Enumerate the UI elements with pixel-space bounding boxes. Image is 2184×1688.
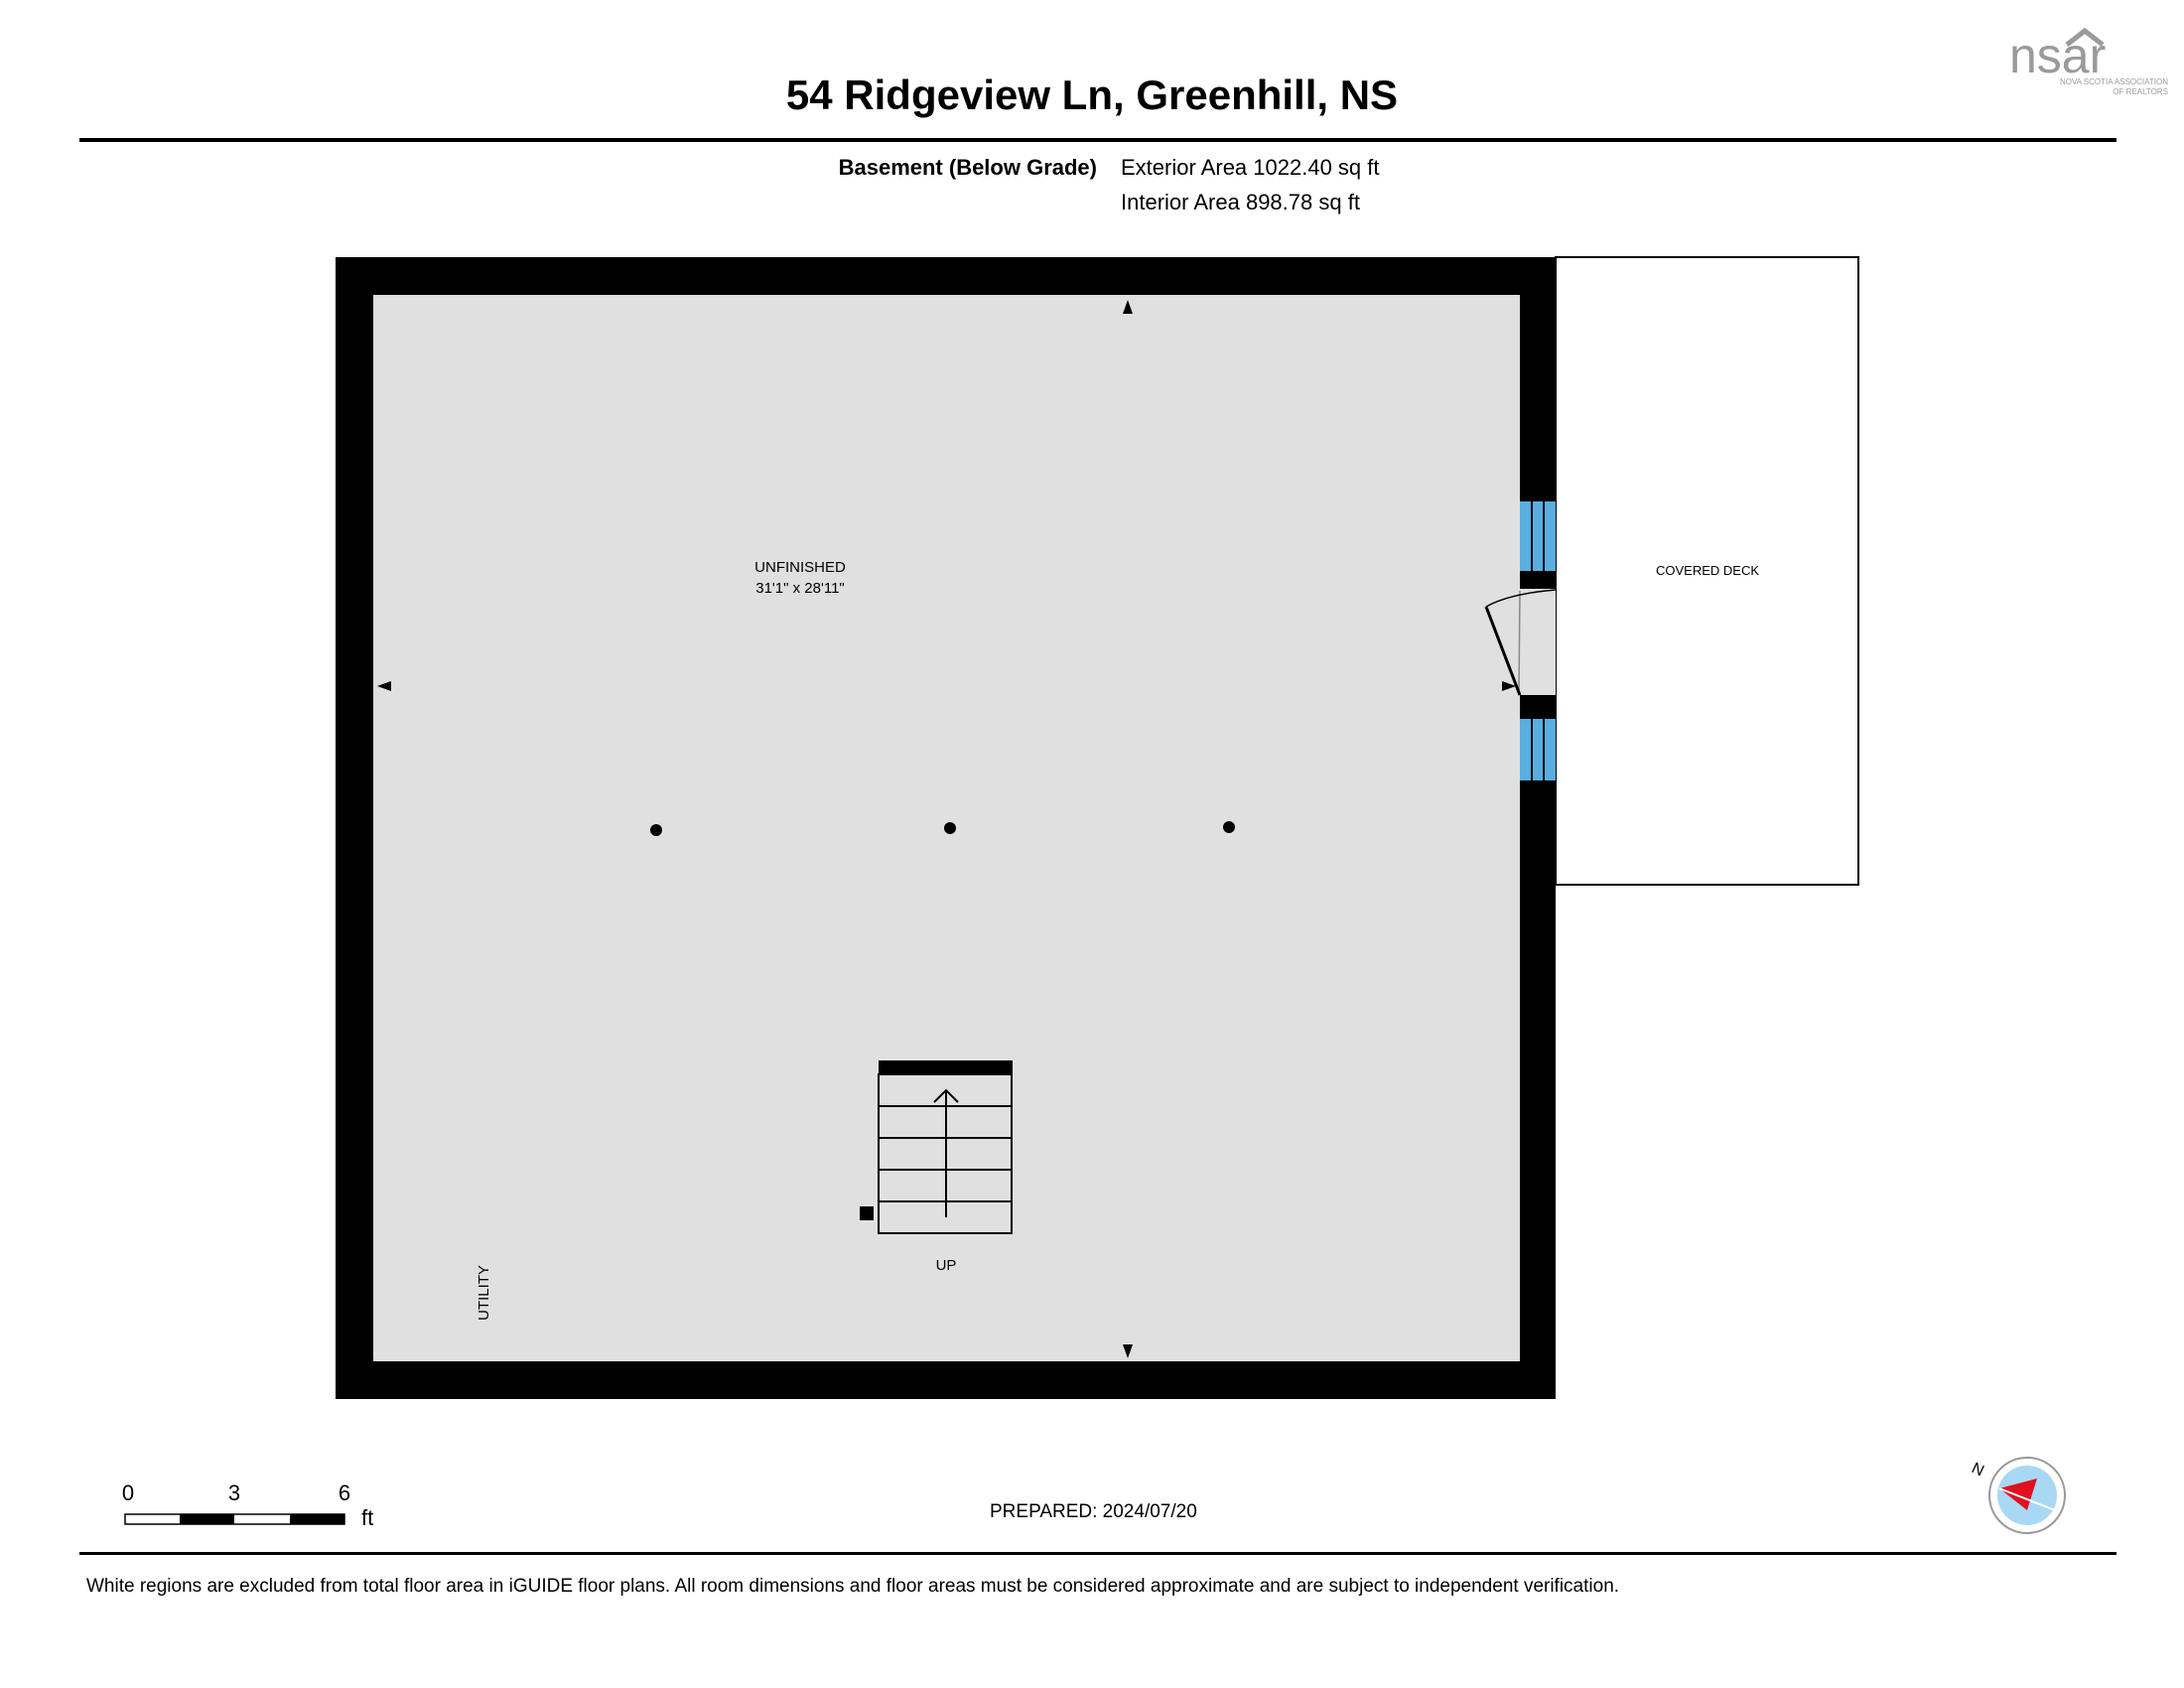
logo-subtext-2: OF REALTORS	[2113, 87, 2168, 96]
scale-tick-0: 0	[121, 1480, 135, 1505]
disclaimer: White regions are excluded from total floor area in iGUIDE floor plans. All room dimensions and floor areas must be considered approximate and are subject to independent verification.	[86, 1576, 1620, 1597]
prepared-date: PREPARED: 2024/07/20	[990, 1501, 1197, 1522]
floor-label: Basement (Below Grade)	[838, 155, 1097, 180]
compass-icon	[1989, 1458, 2065, 1533]
room-name-unfinished: UNFINISHED	[754, 559, 846, 576]
scale-tick-3: 3	[227, 1480, 241, 1505]
compass-north-label: N	[1969, 1460, 1986, 1480]
support-post	[650, 824, 662, 836]
support-post	[1223, 821, 1235, 833]
support-post	[944, 822, 956, 834]
scale-tick-6: 6	[338, 1480, 351, 1505]
stairs-label: UP	[935, 1257, 957, 1274]
room-name-covered-deck: COVERED DECK	[1655, 563, 1760, 578]
exterior-area: Exterior Area 1022.40 sq ft	[1121, 155, 1380, 180]
logo-text: nsar	[2009, 28, 2107, 83]
interior-area: Interior Area 898.78 sq ft	[1121, 190, 1360, 214]
room-dimensions-unfinished: 31'1" x 28'11"	[755, 580, 845, 597]
utility-fixture	[860, 1206, 874, 1220]
scale-bar	[125, 1514, 344, 1524]
window-lower	[1520, 719, 1556, 780]
page-title: 54 Ridgeview Ln, Greenhill, NS	[785, 71, 1399, 118]
footer-divider	[79, 1552, 2116, 1555]
room-name-utility: UTILITY	[476, 1265, 492, 1321]
window-upper	[1520, 501, 1556, 571]
logo-subtext-1: NOVA SCOTIA ASSOCIATION	[2059, 77, 2168, 86]
scale-unit: ft	[361, 1505, 374, 1530]
